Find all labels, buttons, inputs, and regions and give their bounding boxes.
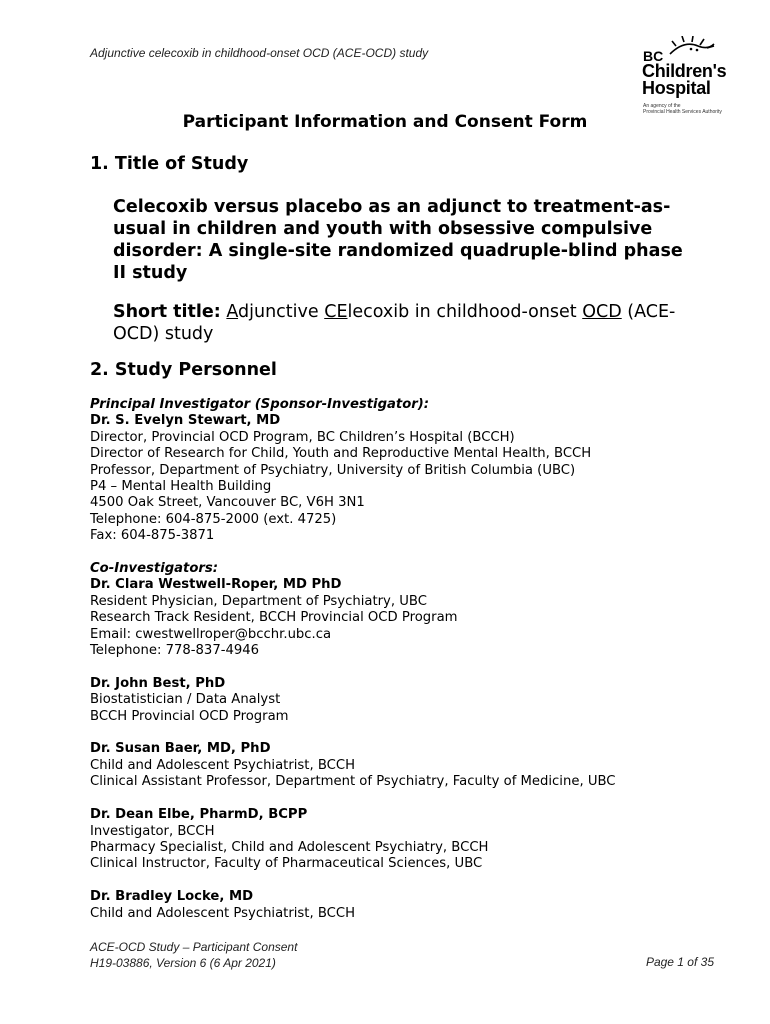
pi-line: Director, Provincial OCD Program, BC Children’s Hospital (BCCH) (90, 429, 515, 445)
co-investigator-line: Clinical Instructor, Faculty of Pharmaceutical Sciences, UBC (90, 856, 483, 872)
pi-role: Principal Investigator (Sponsor-Investigator): (90, 397, 430, 412)
co-investigator-line: Email: cwestwellroper@bcchr.ubc.ca (90, 626, 332, 642)
running-header: Adjunctive celecoxib in childhood-onset OCD (ACE-OCD) study (90, 46, 429, 60)
form-title: Participant Information and Consent Form (182, 112, 588, 132)
study-title: Celecoxib versus placebo as an adjunct to treatment-as-usual in children and youth with obsessive compulsive disorder: A single-site randomized quadruple-blind phase II study (113, 197, 683, 283)
co-investigator-name: Dr. Clara Westwell-Roper, MD PhD (90, 577, 342, 593)
logo-tagline-1: An agency of the (643, 103, 681, 109)
bc-childrens-hospital-logo (642, 38, 742, 118)
short-title (113, 301, 693, 345)
page-number: Page 1 of 35 (645, 955, 714, 969)
co-investigator-line: Telephone: 778-837-4946 (90, 643, 260, 659)
short-title-text: Adjunctive CElecoxib in childhood-onset OCD (ACE-OCD) study (113, 302, 676, 344)
short-title-label: Short title: (113, 302, 221, 322)
pi-line: Director of Research for Child, Youth and Reproductive Mental Health, BCCH (90, 446, 592, 462)
co-investigators-role: Co-Investigators: (90, 561, 219, 577)
co-investigator-line: Investigator, BCCH (90, 823, 215, 839)
co-investigator-line: Research Track Resident, BCCH Provincial OCD Program (90, 610, 458, 626)
footer-left (90, 939, 297, 971)
section-2-heading: 2. Study Personnel (90, 360, 277, 380)
co-investigator-line: Pharmacy Specialist, Child and Adolescent Psychiatry, BCCH (90, 839, 489, 855)
co-investigator-line: Child and Adolescent Psychiatrist, BCCH (90, 757, 355, 773)
section-1-heading: 1. Title of Study (90, 154, 249, 174)
co-investigator-line: Child and Adolescent Psychiatrist, BCCH (90, 905, 355, 921)
pi-name: Dr. S. Evelyn Stewart, MD (90, 413, 281, 429)
pi-line: P4 – Mental Health Building (90, 479, 272, 495)
pi-line: Professor, Department of Psychiatry, University of British Columbia (UBC) (90, 462, 576, 478)
footer-version: H19-03886, Version 6 (6 Apr 2021) (90, 956, 276, 970)
co-investigator-name: Dr. John Best, PhD (90, 675, 226, 691)
logo-line-1: Children's (642, 61, 727, 81)
pi-details (90, 430, 710, 545)
co-investigator-line: Resident Physician, Department of Psychiatry, UBC (90, 593, 427, 609)
footer-study-name: ACE-OCD Study – Participant Consent (90, 940, 298, 954)
logo-bc: BC (643, 48, 664, 64)
logo-line-2: Hospital (642, 78, 711, 98)
logo-tagline-2: Provincial Health Services Authority (643, 109, 722, 115)
co-investigator-name: Dr. Susan Baer, MD, PhD (90, 741, 271, 757)
co-investigator-line: Clinical Assistant Professor, Department of Psychiatry, Faculty of Medicine, UBC (90, 774, 616, 790)
sun-icon (662, 36, 722, 56)
pi-line: 4500 Oak Street, Vancouver BC, V6H 3N1 (90, 495, 365, 511)
co-investigator-name: Dr. Bradley Locke, MD (90, 889, 254, 905)
co-investigator-name: Dr. Dean Elbe, PharmD, BCPP (90, 807, 308, 823)
pi-line: Fax: 604-875-3871 (90, 528, 215, 544)
study-personnel (90, 397, 710, 922)
pi-line: Telephone: 604-875-2000 (ext. 4725) (90, 511, 337, 527)
co-investigator-line: BCCH Provincial OCD Program (90, 708, 289, 724)
co-investigator-line: Biostatistician / Data Analyst (90, 692, 281, 708)
